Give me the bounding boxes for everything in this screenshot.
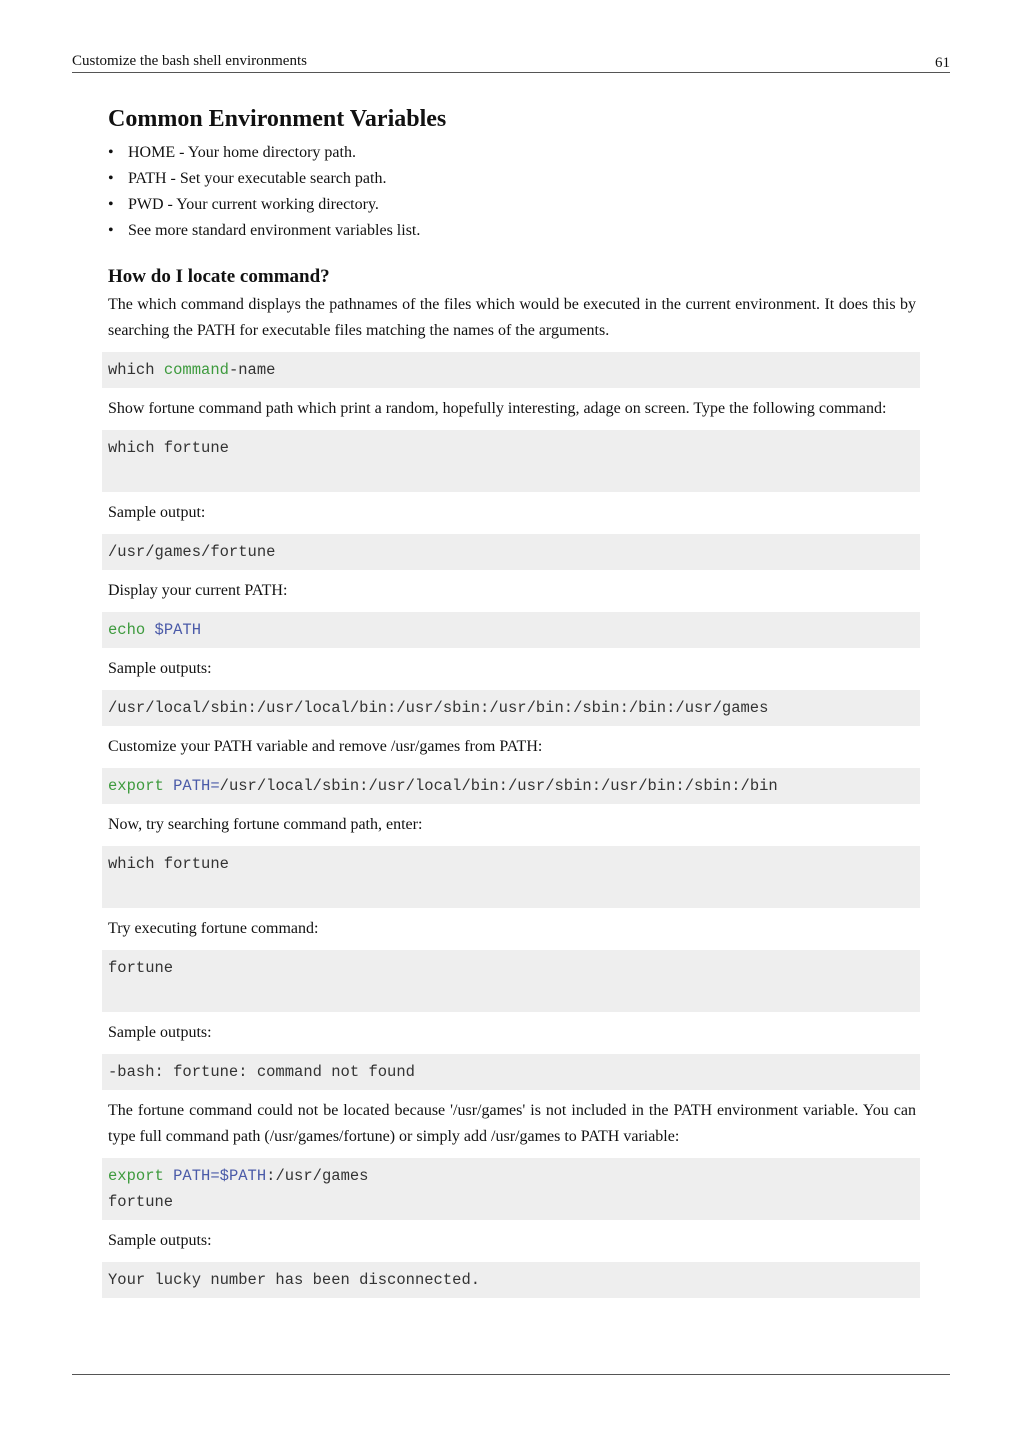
- code-block-which-name: which command-name: [102, 352, 920, 388]
- code-block-which-fortune: which fortune: [102, 430, 920, 492]
- paragraph-try-exec: Try executing fortune command:: [108, 920, 319, 937]
- code-block-which-fortune-2: which fortune: [102, 846, 920, 908]
- list-item: • PWD - Your current working directory.: [108, 192, 916, 218]
- page-content: [108, 102, 916, 1306]
- page-number: 61: [935, 55, 950, 71]
- list-item: • HOME - Your home directory path.: [108, 140, 916, 166]
- label-sample-outputs: Sample outputs:: [108, 660, 212, 677]
- code-block-export-append: export PATH=$PATH:/usr/games fortune: [102, 1158, 920, 1220]
- code-block-echo-path: echo $PATH: [102, 612, 920, 648]
- paragraph-now-try: Now, try searching fortune command path, enter:: [108, 816, 423, 833]
- page-footer-rule: [72, 1374, 950, 1375]
- label-sample-outputs: Sample outputs:: [108, 1232, 212, 1249]
- paragraph-display-path: Display your current PATH:: [108, 582, 288, 599]
- env-var-list: [108, 140, 916, 244]
- code-block-fortune-path: /usr/games/fortune: [102, 534, 920, 570]
- running-title: Customize the bash shell environments: [72, 53, 307, 69]
- paragraph-which: The which command displays the pathnames of the files which would be executed in the current environment. It does this by searching the PATH for executable files matching the names of the arguments.: [108, 296, 916, 339]
- code-block-export-path: export PATH=/usr/local/sbin:/usr/local/bin:/usr/sbin:/usr/bin:/sbin:/bin: [102, 768, 920, 804]
- code-block-not-found: -bash: fortune: command not found: [102, 1054, 920, 1090]
- label-sample-outputs: Sample outputs:: [108, 1024, 212, 1041]
- list-item: • See more standard environment variables list.: [108, 218, 916, 244]
- label-sample-output: Sample output:: [108, 504, 206, 521]
- subsection-title: How do I locate command?: [108, 266, 330, 287]
- page-header: [72, 52, 950, 73]
- section-title: Common Environment Variables: [108, 106, 447, 132]
- paragraph-customize: Customize your PATH variable and remove /usr/games from PATH:: [108, 738, 543, 755]
- code-block-path-output: /usr/local/sbin:/usr/local/bin:/usr/sbin:/usr/bin:/sbin:/bin:/usr/games: [102, 690, 920, 726]
- paragraph-not-located: The fortune command could not be located because '/usr/games' is not included in the PATH environment variable. You can type full command path (/usr/games/fortune) or simply add /usr/games to PATH variable:: [108, 1102, 916, 1145]
- list-item: • PATH - Set your executable search path.: [108, 166, 916, 192]
- code-block-fortune: fortune: [102, 950, 920, 1012]
- paragraph-fortune: Show fortune command path which print a random, hopefully interesting, adage on screen. Type the following command:: [108, 400, 887, 417]
- code-block-lucky: Your lucky number has been disconnected.: [102, 1262, 920, 1298]
